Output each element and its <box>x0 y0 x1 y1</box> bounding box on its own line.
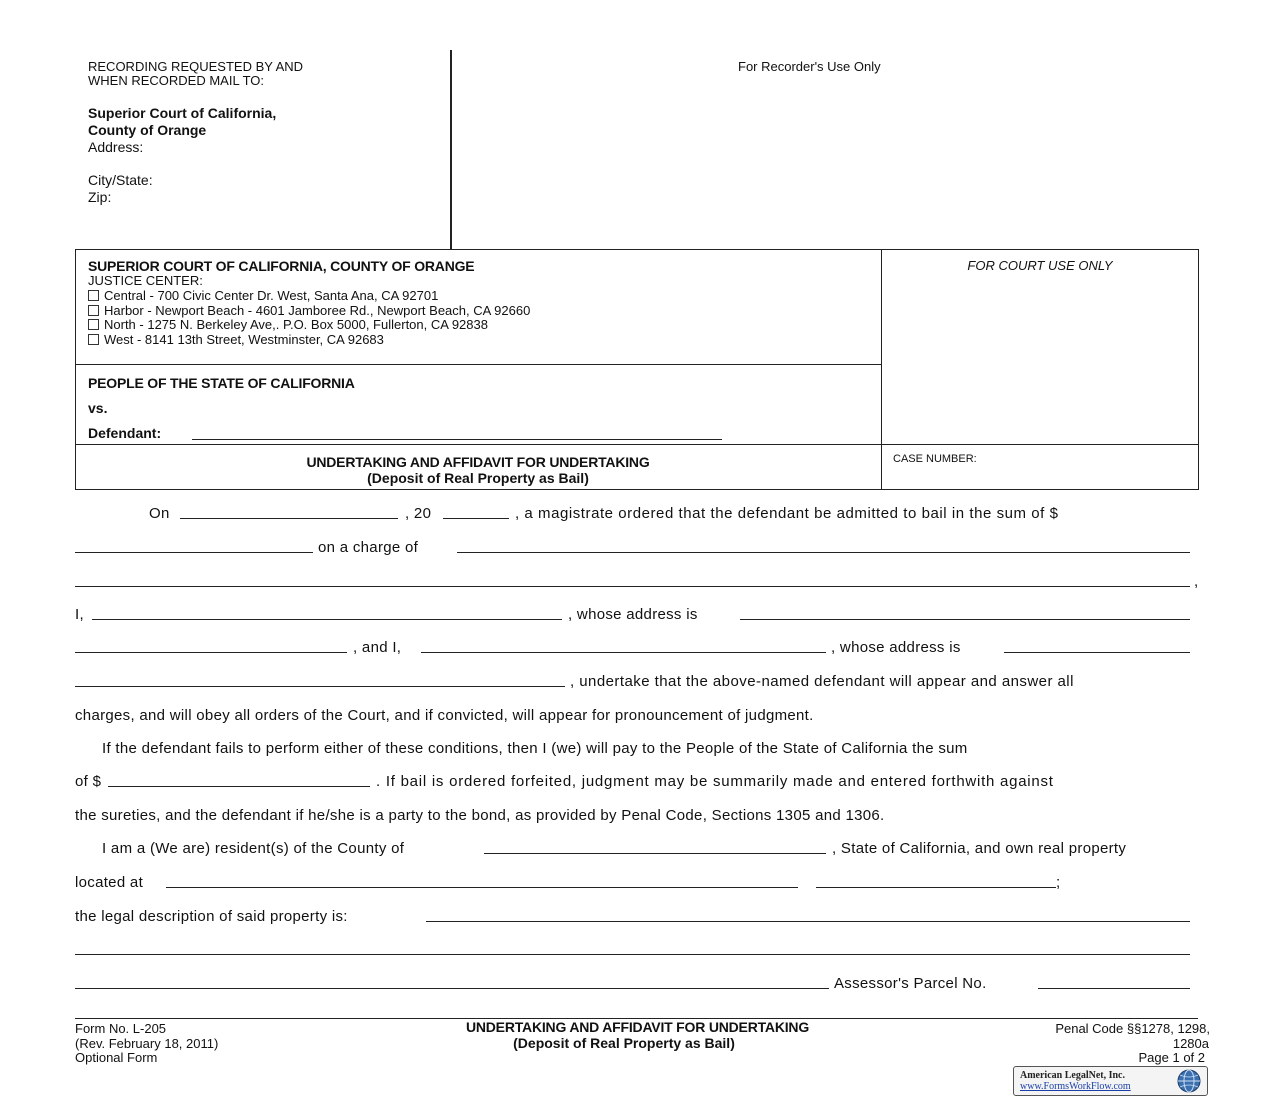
vs-label: vs. <box>88 400 108 416</box>
text-semicolon: ; <box>1056 874 1061 891</box>
text-i: I, <box>75 606 84 623</box>
justice-center-label: JUSTICE CENTER: <box>88 273 203 288</box>
checkbox-icon[interactable] <box>88 290 99 301</box>
text-20: , 20 <box>405 505 432 522</box>
mail-to-court-line1: Superior Court of California, <box>88 105 277 121</box>
court-header-rule-1 <box>75 364 882 365</box>
text-undertake: , undertake that the above-named defendant will appear and answer all <box>570 673 1074 690</box>
optional-form: Optional Form <box>75 1050 158 1065</box>
text-located-at: located at <box>75 874 144 891</box>
court-use-label: FOR COURT USE ONLY <box>967 258 1113 273</box>
court-title: SUPERIOR COURT OF CALIFORNIA, COUNTY OF ORANGE <box>88 258 475 274</box>
logo-url[interactable]: www.FormsWorkFlow.com <box>1020 1081 1131 1092</box>
defendant-label: Defendant: <box>88 425 162 441</box>
charge-continued-field[interactable] <box>75 573 1190 587</box>
surety1-address-field[interactable] <box>740 606 1190 620</box>
text-comma: , <box>1194 573 1199 590</box>
text-of-dollar: of $ <box>75 773 102 790</box>
legalnet-logo[interactable] <box>1013 1066 1208 1096</box>
form-title: UNDERTAKING AND AFFIDAVIT FOR UNDERTAKING <box>306 454 650 470</box>
justice-center-option[interactable] <box>88 288 438 304</box>
penal-code-cont: 1280a <box>1172 1036 1209 1051</box>
globe-icon <box>1175 1068 1203 1094</box>
text-whose-address: , whose address is <box>568 606 698 623</box>
justice-center-option-label: West - 8141 13th Street, Westminster, CA 92683 <box>104 332 384 347</box>
legal-description-field[interactable] <box>426 908 1190 922</box>
footer-title: UNDERTAKING AND AFFIDAVIT FOR UNDERTAKING <box>465 1019 810 1035</box>
text-legal-description: the legal description of said property is: <box>75 908 348 925</box>
text-magistrate-ordered: , a magistrate ordered that the defendant be admitted to bail in the sum of $ <box>515 505 1059 522</box>
legal-description-continued-field[interactable] <box>75 941 1190 955</box>
penal-code: Penal Code §§1278, 1298, <box>1055 1021 1210 1036</box>
checkbox-icon[interactable] <box>88 319 99 330</box>
recording-divider <box>450 50 452 249</box>
text-bail-forfeited: . If bail is ordered forfeited, judgment may be summarily made and entered forthwith against <box>376 773 1054 790</box>
order-year-field[interactable] <box>443 505 509 519</box>
surety1-name-field[interactable] <box>92 606 562 620</box>
logo-company: American LegalNet, Inc. <box>1020 1070 1125 1081</box>
people-label: PEOPLE OF THE STATE OF CALIFORNIA <box>88 375 355 391</box>
justice-center-option[interactable] <box>88 332 384 348</box>
address-label: Address: <box>88 139 144 155</box>
text-if-defendant-fails: If the defendant fails to perform either of these conditions, then I (we) will pay to the People of the State of California the sum <box>102 740 968 757</box>
property-city-field[interactable] <box>816 874 1056 888</box>
bail-amount-field[interactable] <box>75 539 313 553</box>
justice-center-option-label: Central - 700 Civic Center Dr. West, Santa Ana, CA 92701 <box>104 288 439 303</box>
court-use-divider <box>881 249 882 489</box>
assessor-parcel-field[interactable] <box>1038 975 1190 989</box>
checkbox-icon[interactable] <box>88 334 99 345</box>
justice-center-option-label: Harbor - Newport Beach - 4601 Jamboree Rd., Newport Beach, CA 92660 <box>104 303 531 318</box>
surety2-address-continued-field[interactable] <box>75 673 565 687</box>
court-header-rule-2 <box>75 444 1198 445</box>
text-assessor-parcel: Assessor's Parcel No. <box>834 975 987 992</box>
justice-center-option[interactable] <box>88 317 488 333</box>
revision-date: (Rev. February 18, 2011) <box>75 1036 219 1051</box>
recording-requested-line1: RECORDING REQUESTED BY AND <box>88 59 304 74</box>
order-date-field[interactable] <box>180 505 398 519</box>
county-field[interactable] <box>484 840 826 854</box>
defendant-field[interactable] <box>192 425 722 440</box>
recording-requested-line2: WHEN RECORDED MAIL TO: <box>88 73 265 88</box>
surety2-name-field[interactable] <box>421 639 826 653</box>
form-subtitle: (Deposit of Real Property as Bail) <box>367 470 589 486</box>
surety2-address-field[interactable] <box>1004 639 1190 653</box>
property-location-field[interactable] <box>166 874 798 888</box>
text-on-a-charge-of: on a charge of <box>318 539 419 556</box>
form-number: Form No. L-205 <box>75 1021 167 1036</box>
text-on: On <box>149 505 170 522</box>
text-and-i: , and I, <box>353 639 402 656</box>
charge-field[interactable] <box>457 539 1190 553</box>
forfeit-sum-field[interactable] <box>108 773 370 787</box>
text-charges-obey: charges, and will obey all orders of the Court, and if convicted, will appear for pronouncement of judgment. <box>75 707 814 724</box>
text-state-california: , State of California, and own real property <box>832 840 1127 857</box>
recorder-use-label: For Recorder's Use Only <box>738 59 881 74</box>
legal-description-continued-field-2[interactable] <box>75 975 829 989</box>
page-number: Page 1 of 2 <box>1138 1050 1205 1065</box>
checkbox-icon[interactable] <box>88 305 99 316</box>
citystate-label: City/State: <box>88 172 153 188</box>
zip-label: Zip: <box>88 189 112 205</box>
mail-to-court-line2: County of Orange <box>88 122 207 138</box>
text-sureties: the sureties, and the defendant if he/she is a party to the bond, as provided by Penal Code, Sections 1305 and 1306. <box>75 807 885 824</box>
case-number-label: CASE NUMBER: <box>893 453 977 465</box>
surety1-address-continued-field[interactable] <box>75 639 347 653</box>
text-resident-county: I am a (We are) resident(s) of the County of <box>102 840 405 857</box>
footer-subtitle: (Deposit of Real Property as Bail) <box>513 1035 735 1051</box>
text-whose-address-2: , whose address is <box>831 639 961 656</box>
justice-center-option-label: North - 1275 N. Berkeley Ave,. P.O. Box 5000, Fullerton, CA 92838 <box>104 317 488 332</box>
